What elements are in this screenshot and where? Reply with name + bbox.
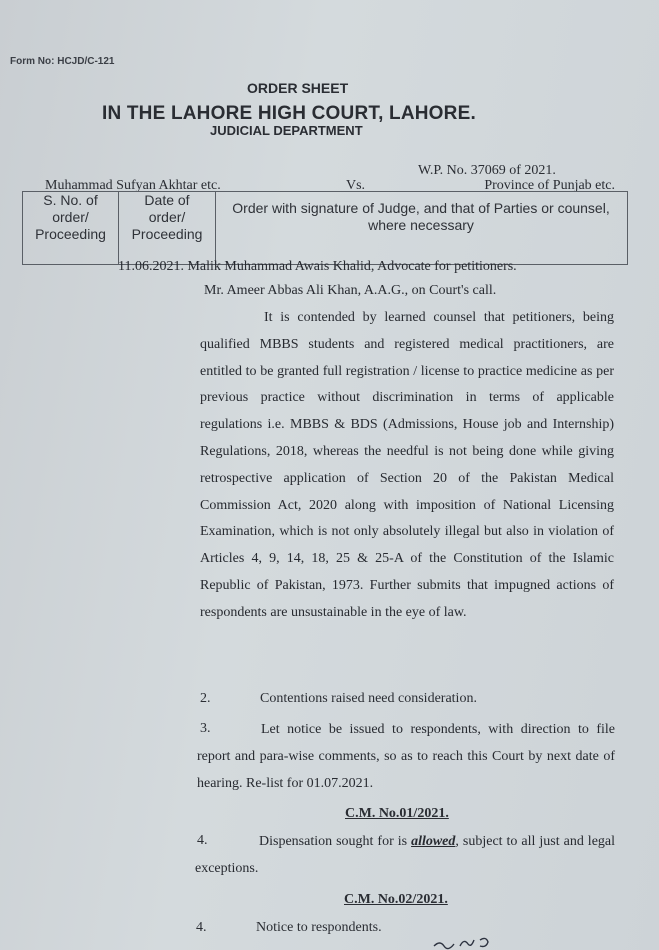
cm-heading-1: C.M. No.01/2021. <box>345 806 449 821</box>
court-title: IN THE LAHORE HIGH COURT, LAHORE. <box>102 103 476 124</box>
notice-line: Notice to respondents. <box>256 920 382 935</box>
column-label-line: Date of <box>144 192 190 208</box>
column-label-line: Proceeding <box>131 226 203 242</box>
notice-paragraph: Let notice be issued to respondents, with direction to file report and para-wise comments, so as to reach this Court by next date of hearing. Re-list for 01.07.2021. <box>197 722 615 791</box>
dispensation-text-end: , subject to all just and legal exceptions. <box>195 834 616 876</box>
contention-paragraph: It is contended by learned counsel that petitioners, being qualified MBBS students and registered medical practitioners, are entitled to be granted full registration / license to practice medicine as per previous practice without discrimination in terms of applicable regulations i.e. MBBS & BDS (Admissions, House job and Internship) Regulations, 2018, whereas the needful is not being done while giving retrospective application of Section 20 of the Pakistan Medical Commission Act, 2020 along with imposition of National Licensing Examination, which is not only absolutely illegal but also in violation of Articles 4, 9, 14, 18, 25 & 25-A of the Constitution of the Islamic Republic of Pakistan, 1973. Further submits that impugned actions of respondents are unsustainable in the eye of law. <box>200 310 614 620</box>
paragraph-number: 4. <box>197 833 208 848</box>
aag-appearance-line: Mr. Ameer Abbas Ali Khan, A.A.G., on Court's call. <box>204 283 497 298</box>
column-label-line: S. No. of <box>43 192 98 208</box>
appearance-line: 11.06.2021. Malik Muhammad Awais Khalid, Advocate for petitioners. <box>118 259 517 274</box>
paragraph-number: 2. <box>200 691 211 706</box>
versus-label: Vs. <box>346 178 366 193</box>
department-title: JUDICIAL DEPARTMENT <box>210 123 363 138</box>
dispensation-text: Dispensation sought for is <box>259 834 412 849</box>
case-number: W.P. No. 37069 of 2021. <box>418 163 556 178</box>
respondent-name: Province of Punjab etc. <box>484 178 615 193</box>
column-label-line: order/ <box>148 209 186 225</box>
paragraph-number: 3. <box>200 721 211 736</box>
petitioner-name: Muhammad Sufyan Akhtar etc. <box>45 178 221 193</box>
dispensation-paragraph <box>195 829 615 883</box>
cm-heading-2: C.M. No.02/2021. <box>344 892 448 907</box>
column-label-line: Proceeding <box>35 226 106 242</box>
order-sheet-title: ORDER SHEET <box>247 80 349 96</box>
form-number: Form No: HCJD/C-121 <box>10 56 115 67</box>
allowed-emphasis: allowed <box>411 834 456 849</box>
consideration-paragraph: Contentions raised need consideration. <box>260 691 477 706</box>
signature-mark <box>430 934 500 950</box>
paragraph-number: 4. <box>196 920 207 935</box>
serial-number-column <box>23 192 119 264</box>
order-column: Order with signature of Judge, and that of Parties or counsel, where necessary <box>232 200 610 233</box>
column-label-line: order/ <box>52 209 89 225</box>
